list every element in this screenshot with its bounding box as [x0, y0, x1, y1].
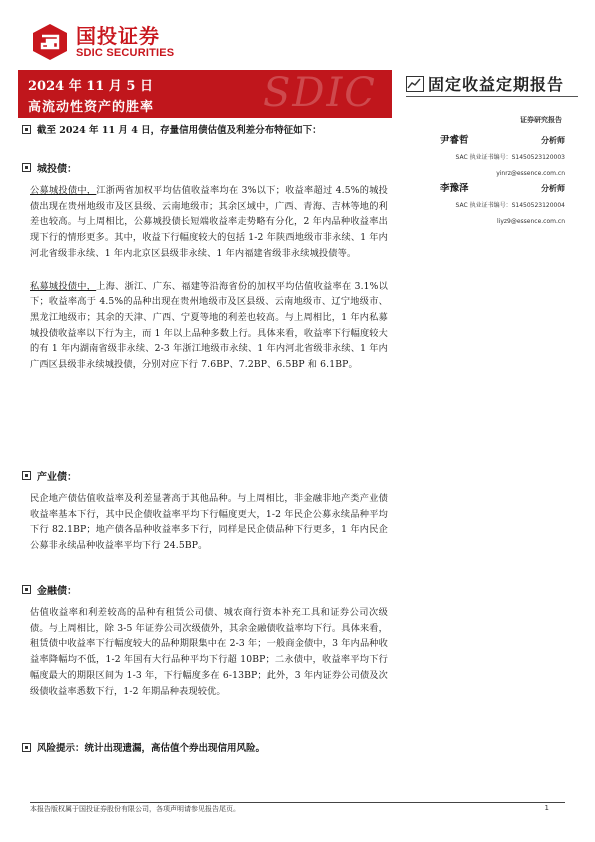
paragraph [30, 279, 388, 373]
banner-watermark: SDIC [263, 70, 377, 116]
paragraph-lead: 私募城投债中， [30, 280, 97, 292]
page-number: 1 [544, 804, 549, 812]
checkbox-bullet-icon [22, 163, 31, 172]
analyst-email[interactable]: yinrz@essence.com.cn [496, 170, 565, 177]
section-title: 城投债： [37, 164, 77, 175]
footer-divider [30, 802, 565, 803]
paragraph [30, 183, 388, 262]
analyst-name: 尹睿哲 [440, 135, 469, 146]
analyst-sac-number: SAC 执业证书编号：S1450523120003 [455, 154, 565, 161]
section-chengtou [30, 160, 388, 373]
analyst-role: 分析师 [541, 135, 565, 145]
section-jinrong [30, 582, 388, 699]
report-category: 证券研究报告 [520, 115, 562, 124]
report-chart-icon [406, 76, 424, 92]
paragraph: 估值收益率和利差较高的品种有租赁公司债、城农商行资本补充工具和证券公司次级债。与上周相比，除 3-5 年证券公司次级债外，其余金融债收益率均下行。具体来看，租赁债中收益率下行幅度较大的品种期限集中在 2-3 年；一般商金债中，3 年内品种收益率降幅均不低，1-2 年国有大行品种平均下行超 10BP；二永债中，收益率平均下行幅度最大的期限区间为 1-3 年，下行幅度多在 6-13BP；此外，3 年内证券公司债及次级债收益率悉数下行，1-2 年期品种表现较优。 [30, 607, 388, 697]
section-title: 产业债： [37, 472, 77, 483]
checkbox-bullet-icon [22, 471, 31, 480]
logo-chinese-name: 国投证券 [76, 23, 160, 48]
sdic-logo-icon [30, 22, 70, 62]
logo-english-name: SDIC SECURITIES [76, 46, 175, 59]
report-title: 高流动性资产的胜率 [28, 100, 155, 115]
risk-text: 风险提示：统计出现遗漏，高估值个券出现信用风险。 [37, 743, 266, 754]
paragraph-body: 江浙两省加权平均估值收益率均在 3%以下；收益率超过 4.5%的城投债出现在贵州地级市及区县级、云南地级市；其余区域中，广西、青海、吉林等地的利差也较高。与上周相比，公募城投债长短端收益率走势略有分化，2 年内品种收益率出现下行的情形更多。其中，收益下行幅度较大的包括 1-2 年陕西地级市非永续、1 年内河北省级非永续、1 年内北京区县级非永续、1 年内福建省级非永续城投债等。 [30, 185, 388, 259]
analyst-sac-number: SAC 执业证书编号：S1450523120004 [455, 202, 565, 209]
risk-warning [22, 740, 265, 754]
company-logo [30, 20, 174, 64]
report-type-divider [406, 96, 578, 97]
analyst-role: 分析师 [541, 183, 565, 193]
report-date: 2024 年 11 月 5 日 [28, 79, 153, 94]
paragraph-body: 上海、浙江、广东、福建等沿海省份的加权平均估值收益率在 3.1%以下；收益率高于 4.5%的品种出现在贵州地级市及区县级、云南地级市、辽宁地级市、黑龙江地级市；其余的天津、广西、宁夏等地的利差也较高。与上周相比，1 年内私募城投债收益率以下行为主，而 1 年以上品种多数上行。具体来看，收益率下行幅度较大的有 1 年内湖南省级非永续、2-3 年浙江地级市永续、1 年内河北省级非永续、1 年内广西区县级非永续城投债，分别对应下行 7.6BP、7.2BP、6.5BP 和 6.1BP。 [30, 280, 388, 371]
footer-disclaimer: 本报告版权属于国投证券股份有限公司，各项声明请参见报告尾页。 [30, 805, 240, 813]
title-banner [18, 70, 392, 118]
analyst-email[interactable]: liyz9@essence.com.cn [496, 218, 565, 225]
section-title: 金融债： [37, 586, 77, 597]
report-type-label: 固定收益定期报告 [428, 75, 565, 94]
analyst-card [440, 132, 565, 177]
checkbox-bullet-icon [22, 743, 31, 752]
analyst-card [440, 180, 565, 225]
report-type [406, 72, 564, 95]
paragraph: 民企地产债估值收益率及利差显著高于其他品种。与上周相比，非金融非地产类产业债收益率基本下行，其中民企债收益率平均下行幅度更大，1-2 年民企公募永续品种平均下行 82.1BP；地产债各品种收益率多下行，同样是民企债品种下行更多，1 年内民企公募非永续品种收益率平均下行 24.5BP。 [30, 493, 388, 552]
summary-line [22, 122, 322, 136]
analyst-name: 李豫泽 [440, 183, 469, 194]
paragraph-lead: 公募城投债中， [30, 185, 97, 196]
section-chanye [30, 468, 388, 554]
checkbox-bullet-icon [22, 125, 31, 134]
checkbox-bullet-icon [22, 585, 31, 594]
summary-text: 截至 2024 年 11 月 4 日，存量信用债估值及利差分布特征如下： [37, 125, 322, 136]
